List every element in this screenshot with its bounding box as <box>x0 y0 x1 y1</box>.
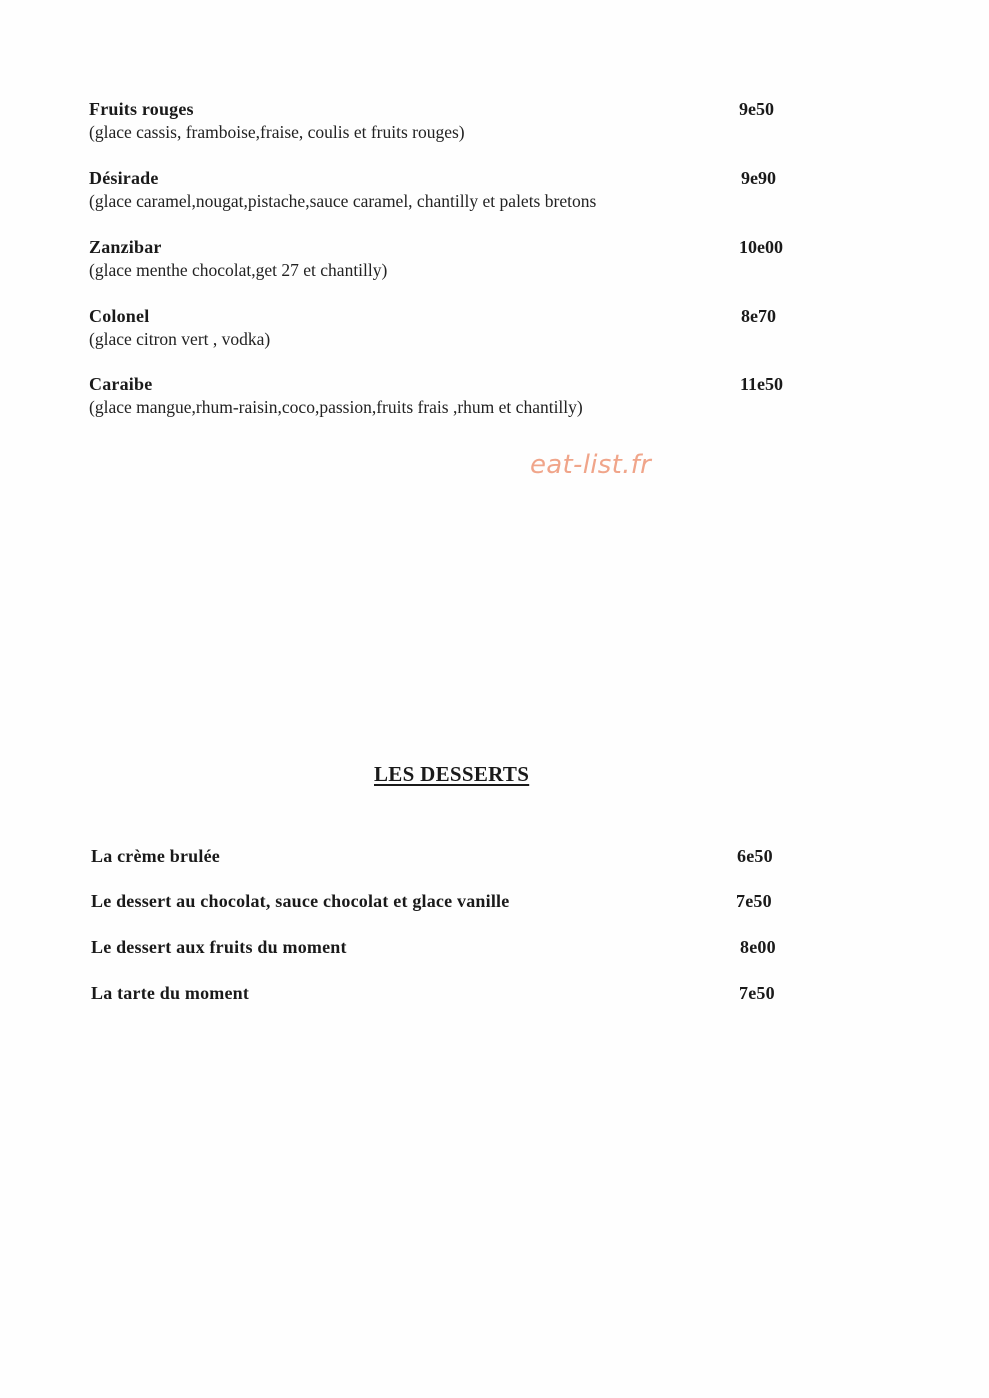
item-description: (glace menthe chocolat,get 27 et chantilly) <box>89 260 388 280</box>
item-price: 10e00 <box>739 237 783 257</box>
item-price: 6e50 <box>737 846 773 866</box>
item-name: Le dessert aux fruits du moment <box>91 937 347 957</box>
dessert-item <box>91 890 811 912</box>
item-name: Zanzibar <box>89 237 162 257</box>
item-price: 11e50 <box>740 374 783 394</box>
item-name: Caraibe <box>89 374 153 394</box>
menu-item-desirade <box>89 167 809 212</box>
dessert-item <box>91 982 811 1004</box>
menu-item-caraibe <box>89 373 809 418</box>
item-name: Le dessert au chocolat, sauce chocolat et glace vanille <box>91 891 510 911</box>
item-price: 7e50 <box>736 891 772 911</box>
item-name: Fruits rouges <box>89 99 194 119</box>
item-name: Colonel <box>89 306 150 326</box>
watermark: eat-list.fr <box>530 450 652 480</box>
menu-item-colonel <box>89 305 809 350</box>
item-price: 7e50 <box>739 983 775 1003</box>
item-description: (glace caramel,nougat,pistache,sauce caramel, chantilly et palets bretons <box>89 191 597 211</box>
item-name: La crème brulée <box>91 846 220 866</box>
section-title-desserts: LES DESSERTS <box>374 762 530 786</box>
dessert-item <box>91 845 811 867</box>
menu-item-fruits-rouges <box>89 98 809 143</box>
item-description: (glace cassis, framboise,fraise, coulis et fruits rouges) <box>89 122 465 142</box>
menu-item-zanzibar <box>89 236 809 281</box>
item-price: 8e00 <box>740 937 776 957</box>
item-name: La tarte du moment <box>91 983 250 1003</box>
item-name: Désirade <box>89 168 159 188</box>
item-price: 9e50 <box>739 99 774 119</box>
item-description: (glace mangue,rhum-raisin,coco,passion,fruits frais ,rhum et chantilly) <box>89 397 583 417</box>
dessert-item <box>91 936 811 958</box>
item-price: 9e90 <box>741 168 776 188</box>
item-price: 8e70 <box>741 306 776 326</box>
item-description: (glace citron vert , vodka) <box>89 329 271 349</box>
